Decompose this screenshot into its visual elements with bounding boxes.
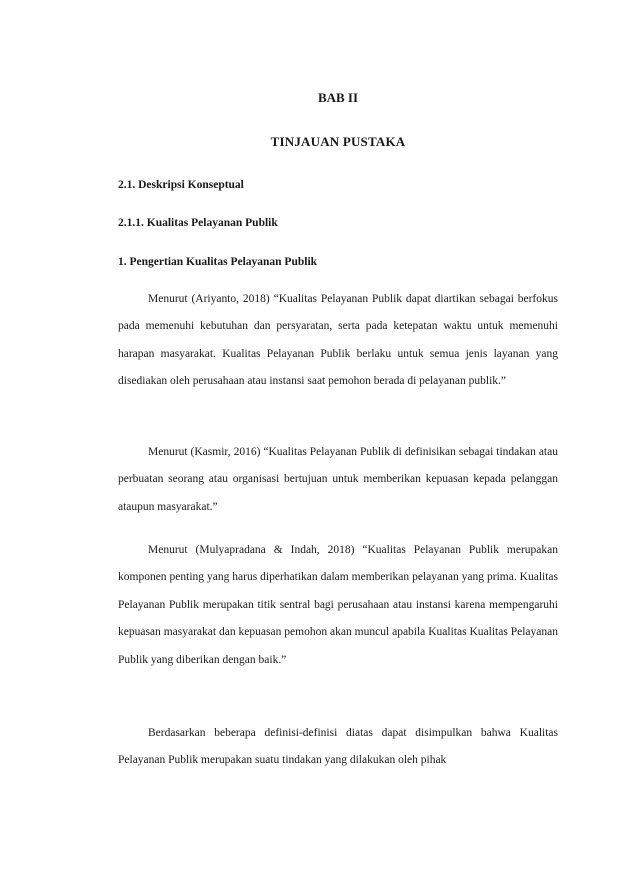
paragraph: Menurut (Kasmir, 2016) “Kualitas Pelayanan Publik di definisikan sebagai tindakan atau perbuatan seorang atau organisasi bertujuan untuk memberikan kepuasan kepada pelanggan ataupun masyarakat.” <box>118 446 558 513</box>
subsubsection-heading: 1. Pengertian Kualitas Pelayanan Publik <box>118 256 318 268</box>
subsection-heading: 2.1.1. Kualitas Pelayanan Publik <box>118 217 278 229</box>
paragraph: Menurut (Ariyanto, 2018) “Kualitas Pelayanan Publik dapat diartikan sebagai berfokus pada memenuhi kebutuhan dan persyaratan, serta pada ketepatan waktu untuk memenuhi harapan masyarakat. Kualitas Pelayanan Publik berlaku untuk semua jenis layanan yang disediakan oleh perusahaan atau instansi saat pemohon berada di pelayanan publik.” <box>118 293 558 388</box>
paragraph: Berdasarkan beberapa definisi-definisi diatas dapat disimpulkan bahwa Kualitas Pelayanan Publik merupakan suatu tindakan yang dilakukan oleh pihak <box>118 727 558 767</box>
chapter-title: TINJAUAN PUSTAKA <box>270 134 406 149</box>
chapter-number: BAB II <box>317 90 359 105</box>
section-heading: 2.1. Deskripsi Konseptual <box>118 179 244 191</box>
paragraph: Menurut (Mulyapradana & Indah, 2018) “Kualitas Pelayanan Publik merupakan komponen penting yang harus diperhatikan dalam memberikan pelayanan yang prima. Kualitas Pelayanan Publik merupakan titik sentral bagi perusahaan atau instansi karena mempengaruhi kepuasan masyarakat dan kepuasan pemohon akan muncul apabila Kualitas Kualitas Pelayanan Publik yang diberikan dengan baik.” <box>118 544 558 666</box>
